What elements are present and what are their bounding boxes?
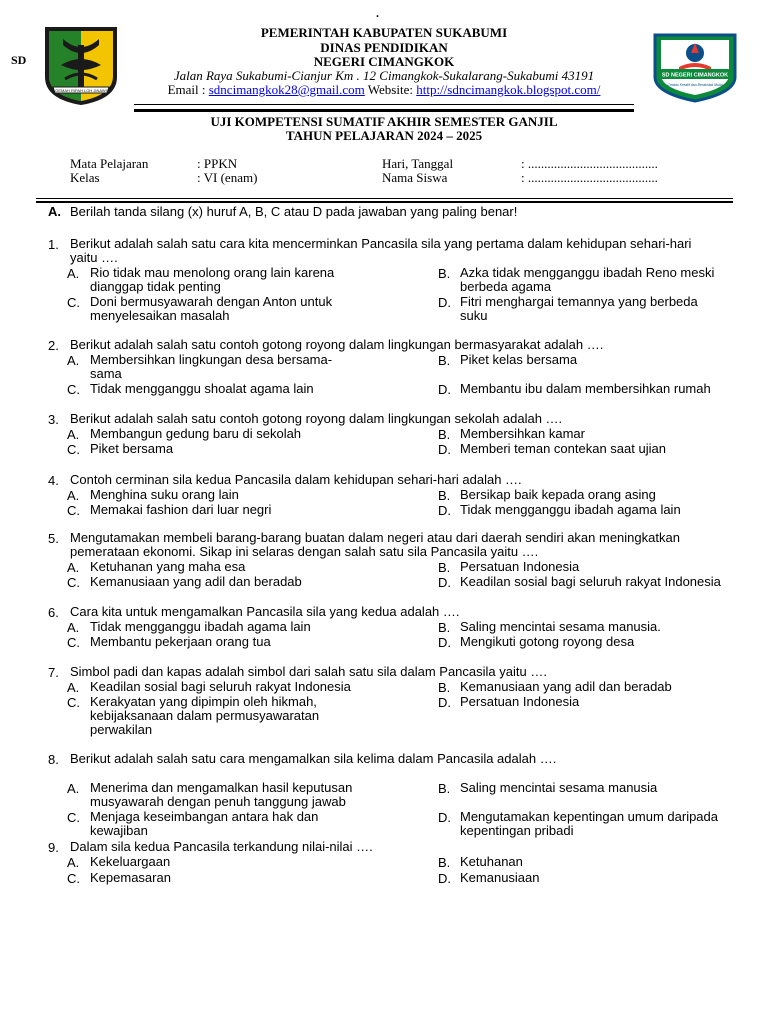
option-text-line: kebijaksanaan dalam permusyawaratan — [90, 708, 320, 723]
question-number: 7. — [48, 665, 59, 680]
option-text-line: Fitri menghargai temannya yang berbeda — [460, 294, 698, 309]
question-number: 1. — [48, 237, 59, 252]
option-text-line: Tidak mengganggu ibadah agama lain — [90, 619, 311, 634]
option-letter[interactable]: D. — [438, 382, 451, 397]
option-text[interactable] — [90, 855, 390, 869]
contact-line — [0, 82, 768, 98]
header-dot: . — [376, 6, 379, 20]
option-letter[interactable]: A. — [67, 680, 80, 695]
option-text[interactable] — [460, 427, 750, 441]
subject-label: Mata Pelajaran — [70, 156, 149, 171]
option-text[interactable] — [90, 680, 390, 694]
option-text[interactable] — [90, 620, 390, 634]
option-text-line: Piket kelas bersama — [460, 352, 578, 367]
option-text-line: Keadilan sosial bagi seluruh rakyat Indonesia — [90, 679, 351, 694]
option-text-line: Tidak mengganggu shoalat agama lain — [90, 381, 314, 396]
question-text-line: Berikut adalah salah satu contoh gotong royong dalam lingkungan sekolah adalah …. — [70, 411, 563, 426]
option-letter[interactable]: D. — [438, 295, 451, 310]
question-text — [70, 412, 760, 426]
option-letter[interactable]: A. — [67, 266, 80, 281]
question-text-line: Dalam sila kedua Pancasila terkandung nilai-nilai …. — [70, 839, 373, 854]
class-value: : VI (enam) — [197, 170, 258, 185]
option-text-line: suku — [460, 308, 488, 323]
option-text[interactable] — [90, 575, 390, 589]
website-link[interactable]: http://sdncimangkok.blogspot.com/ — [416, 82, 601, 97]
option-text-line: Ketuhanan yang maha esa — [90, 559, 246, 574]
option-text-line: Kekeluargaan — [90, 854, 171, 869]
option-letter[interactable]: D. — [438, 635, 451, 650]
header-thick-rule — [134, 109, 634, 112]
student-name-label: Nama Siswa — [382, 170, 448, 185]
option-text[interactable] — [460, 635, 750, 649]
question-text — [70, 338, 760, 352]
question-text — [70, 605, 760, 619]
option-text[interactable] — [90, 266, 390, 294]
section-instruction: Berilah tanda silang (x) huruf A, B, C atau D pada jawaban yang paling benar! — [70, 204, 518, 219]
option-letter[interactable]: B. — [438, 353, 451, 368]
school-name-line: NEGERI CIMANGKOK — [313, 54, 455, 69]
option-text[interactable] — [90, 810, 390, 838]
option-text-line: berbeda agama — [460, 279, 552, 294]
option-letter[interactable]: A. — [67, 427, 80, 442]
option-letter[interactable]: A. — [67, 620, 80, 635]
svg-text:SD NEGERI CIMANGKOK: SD NEGERI CIMANGKOK — [661, 72, 729, 79]
option-letter[interactable]: B. — [438, 488, 451, 503]
question-text-line: Mengutamakan membeli barang-barang buatan dalam negeri atau dari daerah sendiri akan meningkatkan — [70, 530, 680, 545]
option-letter[interactable]: B. — [438, 620, 451, 635]
question-text — [70, 840, 760, 854]
option-letter[interactable]: D. — [438, 503, 451, 518]
option-letter[interactable]: A. — [67, 855, 80, 870]
option-text[interactable] — [460, 503, 750, 517]
question-text — [70, 752, 760, 766]
option-letter[interactable]: D. — [438, 810, 451, 825]
option-text[interactable] — [90, 503, 390, 517]
option-text[interactable] — [460, 442, 750, 456]
option-text-line: Tidak mengganggu ibadah agama lain — [460, 502, 681, 517]
option-letter[interactable]: B. — [438, 855, 451, 870]
exam-title — [0, 115, 768, 143]
option-letter[interactable]: A. — [67, 488, 80, 503]
letterhead — [0, 0, 768, 125]
option-text[interactable] — [460, 871, 750, 885]
option-text-line: Keadilan sosial bagi seluruh rakyat Indonesia — [460, 574, 721, 589]
option-text[interactable] — [460, 695, 750, 709]
question-text-line: Cara kita untuk mengamalkan Pancasila sila yang kedua adalah …. — [70, 604, 460, 619]
option-letter[interactable]: A. — [67, 560, 80, 575]
option-letter[interactable]: C. — [67, 635, 80, 650]
question-text-line: Berikut adalah salah satu cara mengamalkan sila kelima dalam Pancasila adalah …. — [70, 751, 557, 766]
option-letter[interactable]: C. — [67, 871, 80, 886]
question-number: 4. — [48, 473, 59, 488]
option-letter[interactable]: A. — [67, 781, 80, 796]
question-number: 5. — [48, 531, 59, 546]
option-text-line: menyelesaikan masalah — [90, 308, 230, 323]
option-letter[interactable]: C. — [67, 695, 80, 710]
option-text[interactable] — [90, 781, 390, 809]
option-letter[interactable]: C. — [67, 295, 80, 310]
option-letter[interactable]: B. — [438, 781, 451, 796]
option-text[interactable] — [460, 295, 750, 323]
option-text-line: Kemanusiaan — [460, 870, 540, 885]
option-letter[interactable]: D. — [438, 871, 451, 886]
option-text-line: Persatuan Indonesia — [460, 559, 580, 574]
option-letter[interactable]: D. — [438, 575, 451, 590]
option-text-line: Ketuhanan — [460, 854, 523, 869]
option-text-line: Kemanusiaan yang adil dan beradab — [90, 574, 302, 589]
question-text — [70, 473, 760, 487]
question-text-line: Contoh cerminan sila kedua Pancasila dalam kehidupan sehari-hari adalah …. — [70, 472, 522, 487]
school-level-label: SD — [11, 53, 27, 67]
option-text-line: Azka tidak mengganggu ibadah Reno meski — [460, 265, 715, 280]
option-text[interactable] — [90, 560, 390, 574]
student-name-field: : ........................................ — [521, 170, 658, 185]
option-text-line: Menerima dan mengamalkan hasil keputusan — [90, 780, 353, 795]
option-letter[interactable]: C. — [67, 442, 80, 457]
question-text-line: Berikut adalah salah satu contoh gotong royong dalam lingkungan bermasyarakat adalah …. — [70, 337, 604, 352]
meta-thin-rule — [36, 198, 733, 199]
question-text-line: pemerataan ekonomi. Sikap ini selaras dengan salah satu sila Pancasila yaitu …. — [70, 544, 539, 559]
option-text-line: Saling mencintai sesama manusia — [460, 780, 658, 795]
option-text[interactable] — [460, 781, 750, 795]
option-text[interactable] — [460, 353, 750, 367]
option-letter[interactable]: C. — [67, 575, 80, 590]
option-text-line: Menjaga keseimbangan antara hak dan — [90, 809, 319, 824]
option-text[interactable] — [460, 266, 750, 294]
question-number: 8. — [48, 752, 59, 767]
question-number: 6. — [48, 605, 59, 620]
option-text[interactable] — [90, 695, 390, 737]
option-text[interactable] — [90, 442, 390, 456]
option-text-line: Bersikap baik kepada orang asing — [460, 487, 656, 502]
option-text-line: Memberi teman contekan saat ujian — [460, 441, 666, 456]
option-text-line: Kepemasaran — [90, 870, 171, 885]
dept-line: DINAS PENDIDIKAN — [320, 40, 448, 55]
option-text-line: Kerakyatan yang dipimpin oleh hikmah, — [90, 694, 317, 709]
option-text-line: sama — [90, 366, 122, 381]
option-text-line: Memakai fashion dari luar negri — [90, 502, 272, 517]
option-text-line: Mengikuti gotong royong desa — [460, 634, 635, 649]
option-letter[interactable]: B. — [438, 266, 451, 281]
option-text-line: Membersihkan lingkungan desa bersama- — [90, 352, 333, 367]
class-label: Kelas — [70, 170, 100, 185]
option-letter[interactable]: D. — [438, 442, 451, 457]
question-text — [70, 237, 760, 265]
option-text-line: perwakilan — [90, 722, 153, 737]
option-text[interactable] — [90, 382, 390, 396]
option-text-line: Menghina suku orang lain — [90, 487, 239, 502]
question-number: 9. — [48, 840, 59, 855]
option-letter[interactable]: C. — [67, 382, 80, 397]
option-text[interactable] — [460, 560, 750, 574]
option-letter[interactable]: B. — [438, 427, 451, 442]
option-text[interactable] — [90, 295, 390, 323]
option-text-line: Membantu ibu dalam membersihkan rumah — [460, 381, 711, 396]
option-text[interactable] — [90, 353, 390, 381]
option-text[interactable] — [90, 871, 390, 885]
question-number: 3. — [48, 412, 59, 427]
option-text-line: dianggap tidak penting — [90, 279, 221, 294]
question-text — [70, 665, 760, 679]
option-text-line: Doni bermusyawarah dengan Anton untuk — [90, 294, 333, 309]
option-text-line: Persatuan Indonesia — [460, 694, 580, 709]
option-text[interactable] — [460, 680, 750, 694]
question-text — [70, 531, 760, 559]
exam-title-line-1: UJI KOMPETENSI SUMATIF AKHIR SEMESTER GANJIL — [210, 114, 558, 129]
option-text-line: Piket bersama — [90, 441, 174, 456]
question-text-line: Berikut adalah salah satu cara kita mencerminkan Pancasila sila yang pertama dalam kehidupan sehari-hari — [70, 236, 692, 251]
option-text-line: kepentingan pribadi — [460, 823, 574, 838]
option-text[interactable] — [460, 382, 750, 396]
option-text[interactable] — [460, 810, 750, 838]
option-letter[interactable]: A. — [67, 353, 80, 368]
option-text-line: Membersihkan kamar — [460, 426, 585, 441]
option-text-line: kewajiban — [90, 823, 148, 838]
address-line: Jalan Raya Sukabumi-Cianjur Km . 12 Cimangkok-Sukalarang-Sukabumi 43191 — [173, 68, 595, 83]
exam-title-line-2: TAHUN PELAJARAN 2024 – 2025 — [285, 128, 483, 143]
website-label: Website: — [364, 82, 417, 97]
day-value-field: : ........................................ — [521, 156, 658, 171]
option-text[interactable] — [90, 427, 390, 441]
day-label: Hari, Tanggal — [382, 156, 454, 171]
option-letter[interactable]: B. — [438, 680, 451, 695]
option-text-line: Saling mencintai sesama manusia. — [460, 619, 661, 634]
svg-text:GEMAH RIPAH LOH JINAWI: GEMAH RIPAH LOH JINAWI — [55, 88, 107, 93]
option-text[interactable] — [460, 855, 750, 869]
option-letter[interactable]: C. — [67, 810, 80, 825]
question-text-line: Simbol padi dan kapas adalah simbol dari salah satu sila dalam Pancasila yaitu …. — [70, 664, 547, 679]
option-text[interactable] — [460, 575, 750, 589]
option-text-line: Rio tidak mau menolong orang lain karena — [90, 265, 335, 280]
subject-value: : PPKN — [197, 156, 238, 171]
option-text-line: Mengutamakan kepentingan umum daripada — [460, 809, 719, 824]
option-text-line: Kemanusiaan yang adil dan beradab — [460, 679, 672, 694]
option-text[interactable] — [460, 620, 750, 634]
option-letter[interactable]: D. — [438, 695, 451, 710]
svg-text:Cerdas Kreatif dan Berakhlak M: Cerdas Kreatif dan Berakhlak Mulia — [667, 83, 723, 87]
section-marker: A. — [48, 204, 61, 219]
option-letter[interactable]: C. — [67, 503, 80, 518]
option-text[interactable] — [90, 635, 390, 649]
option-letter[interactable]: B. — [438, 560, 451, 575]
gov-line: PEMERINTAH KABUPATEN SUKABUMI — [260, 25, 508, 40]
option-text-line: Membantu pekerjaan orang tua — [90, 634, 271, 649]
header-thin-rule — [134, 104, 634, 105]
option-text-line: Membangun gedung baru di sekolah — [90, 426, 302, 441]
option-text[interactable] — [460, 488, 750, 502]
email-link[interactable]: sdncimangkok28@gmail.com — [208, 82, 365, 97]
question-text-line: yaitu …. — [70, 250, 118, 265]
option-text[interactable] — [90, 488, 390, 502]
option-text-line: musyawarah dengan penuh tanggung jawab — [90, 794, 346, 809]
email-label: Email : — [167, 82, 209, 97]
meta-thick-rule — [36, 201, 733, 203]
question-number: 2. — [48, 338, 59, 353]
